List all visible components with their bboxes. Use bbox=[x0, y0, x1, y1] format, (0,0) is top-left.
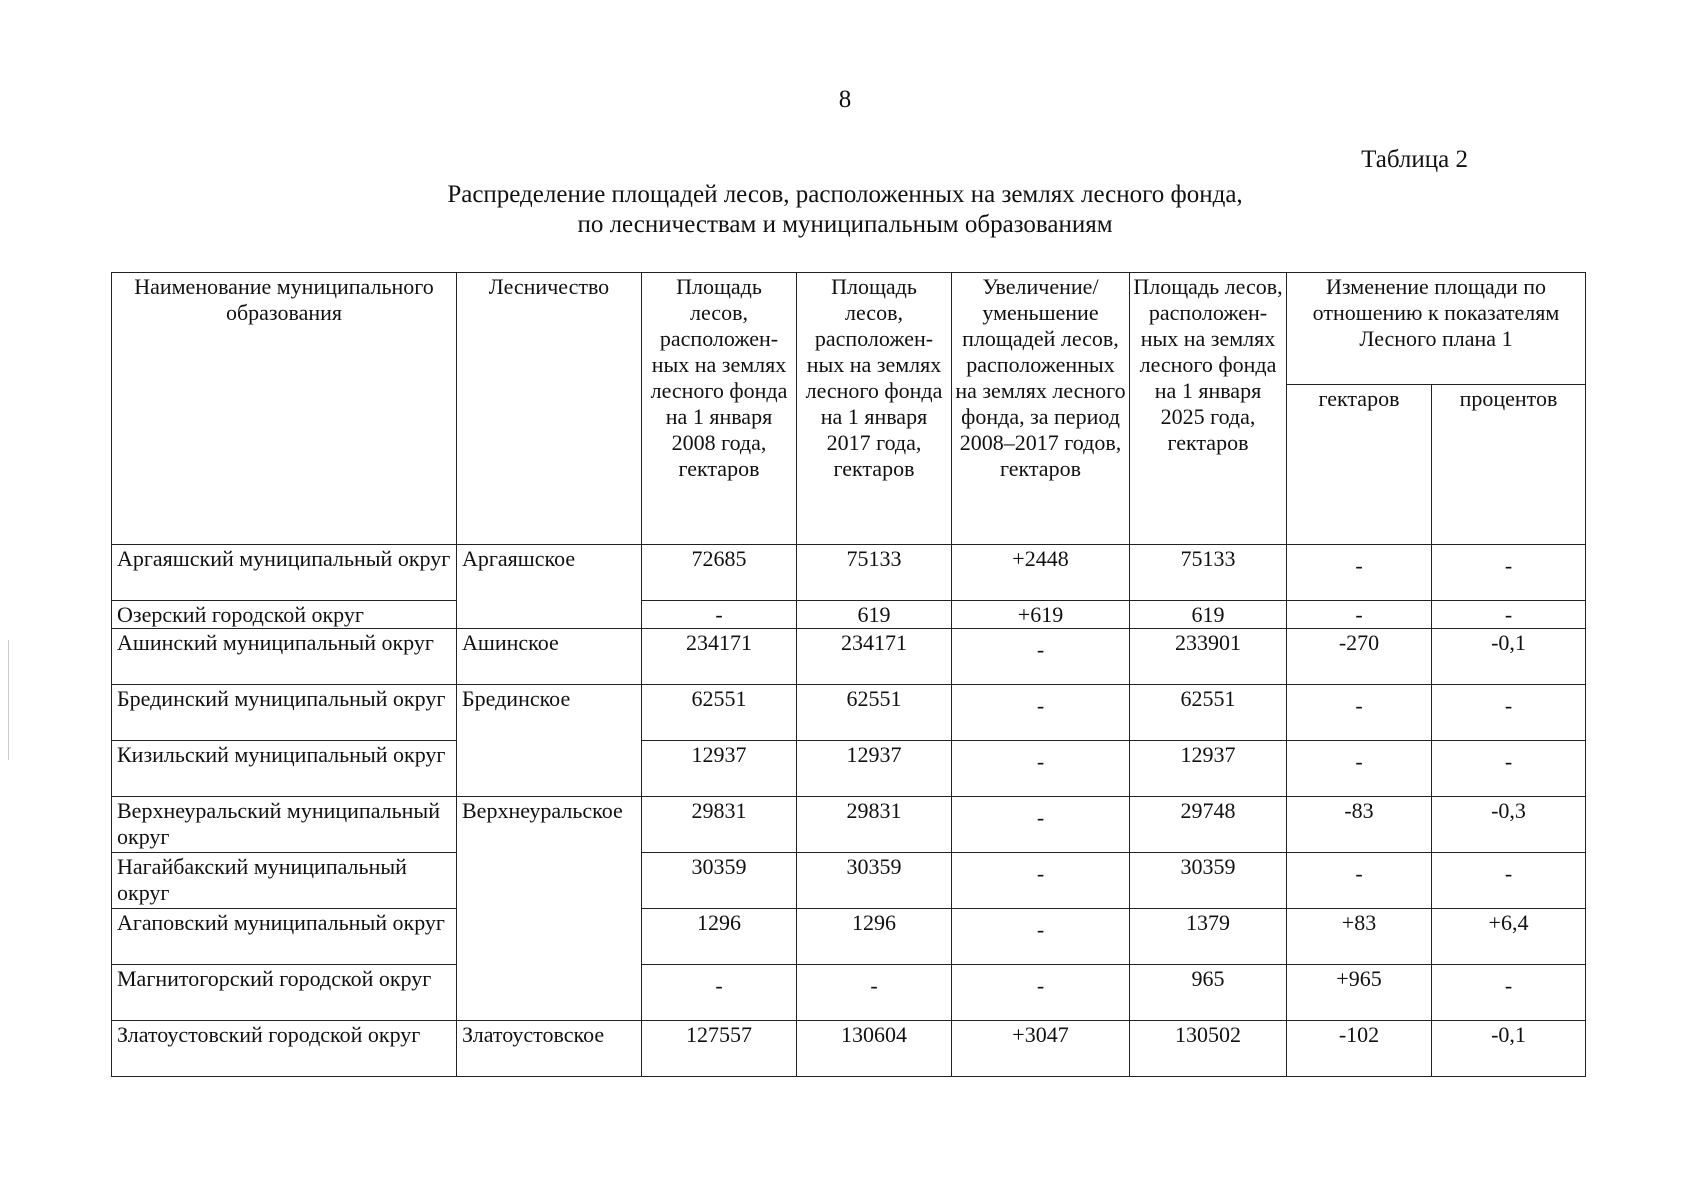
area-2025-cell: 619 bbox=[1130, 601, 1287, 629]
area-2017-cell: - bbox=[797, 965, 952, 1021]
percent-cell: - bbox=[1432, 965, 1586, 1021]
table-row bbox=[112, 741, 1586, 797]
change-cell: - bbox=[952, 629, 1130, 685]
hectares-cell: - bbox=[1287, 545, 1432, 601]
change-cell: - bbox=[952, 853, 1130, 909]
municipality-cell: Аргаяшский муниципальный округ bbox=[112, 545, 457, 601]
header-percent: процентов bbox=[1432, 385, 1586, 545]
area-2025-cell: 130502 bbox=[1130, 1021, 1287, 1077]
hectares-cell: +83 bbox=[1287, 909, 1432, 965]
table-row bbox=[112, 545, 1586, 601]
area-2025-cell: 12937 bbox=[1130, 741, 1287, 797]
hectares-cell: +965 bbox=[1287, 965, 1432, 1021]
table-row bbox=[112, 909, 1586, 965]
area-2025-cell: 75133 bbox=[1130, 545, 1287, 601]
municipality-cell: Озерский городской округ bbox=[112, 601, 457, 629]
area-2025-cell: 965 bbox=[1130, 965, 1287, 1021]
table-title-line-1: Распределение площадей лесов, расположенных на землях лесного фонда, bbox=[447, 181, 1243, 208]
table-title bbox=[0, 180, 1690, 240]
municipality-cell: Кизильский муниципальный округ bbox=[112, 741, 457, 797]
change-cell: - bbox=[952, 741, 1130, 797]
percent-cell: - bbox=[1432, 853, 1586, 909]
area-2017-cell: 62551 bbox=[797, 685, 952, 741]
percent-cell: -0,1 bbox=[1432, 629, 1586, 685]
header-municipality: Наименование муниципального образования bbox=[112, 273, 457, 545]
table-row bbox=[112, 629, 1586, 685]
header-change-2008-2017: Увеличение/ уменьшение площадей лесов, расположенных на землях лесного фонда, за период 2008–2017 годов, гектаров bbox=[952, 273, 1130, 545]
area-2008-cell: 1296 bbox=[642, 909, 797, 965]
percent-cell: -0,3 bbox=[1432, 797, 1586, 853]
area-2025-cell: 233901 bbox=[1130, 629, 1287, 685]
table-row bbox=[112, 1021, 1586, 1077]
change-cell: +619 bbox=[952, 601, 1130, 629]
change-cell: +3047 bbox=[952, 1021, 1130, 1077]
forestry-cell: Аргаяшское bbox=[457, 545, 642, 629]
area-2008-cell: 234171 bbox=[642, 629, 797, 685]
header-hectares: гектаров bbox=[1287, 385, 1432, 545]
change-cell: - bbox=[952, 797, 1130, 853]
percent-cell: - bbox=[1432, 545, 1586, 601]
municipality-cell: Ашинский муниципальный округ bbox=[112, 629, 457, 685]
hectares-cell: -102 bbox=[1287, 1021, 1432, 1077]
scan-edge-mark bbox=[8, 640, 9, 760]
area-2017-cell: 1296 bbox=[797, 909, 952, 965]
table-row bbox=[112, 797, 1586, 853]
forest-area-table bbox=[111, 272, 1586, 1077]
table-row bbox=[112, 601, 1586, 629]
area-2017-cell: 234171 bbox=[797, 629, 952, 685]
table-row bbox=[112, 685, 1586, 741]
header-area-2008: Площадь лесов, расположен-ных на землях лесного фонда на 1 января 2008 года, гектаров bbox=[642, 273, 797, 545]
area-2017-cell: 619 bbox=[797, 601, 952, 629]
header-area-2017: Площадь лесов, расположен-ных на землях лесного фонда на 1 января 2017 года, гектаров bbox=[797, 273, 952, 545]
area-2025-cell: 29748 bbox=[1130, 797, 1287, 853]
area-2017-cell: 130604 bbox=[797, 1021, 952, 1077]
header-change-group: Изменение площади по отношению к показателям Лесного плана 1 bbox=[1287, 273, 1586, 385]
table-caption: Таблица 2 bbox=[1361, 146, 1468, 173]
percent-cell: -0,1 bbox=[1432, 1021, 1586, 1077]
area-2008-cell: - bbox=[642, 965, 797, 1021]
municipality-cell: Верхнеуральский муниципальный округ bbox=[112, 797, 457, 853]
table-title-line-2: по лесничествам и муниципальным образованиям bbox=[577, 211, 1113, 238]
area-2008-cell: 12937 bbox=[642, 741, 797, 797]
municipality-cell: Брединский муниципальный округ bbox=[112, 685, 457, 741]
area-2008-cell: 29831 bbox=[642, 797, 797, 853]
municipality-cell: Магнитогорский городской округ bbox=[112, 965, 457, 1021]
hectares-cell: - bbox=[1287, 741, 1432, 797]
hectares-cell: - bbox=[1287, 685, 1432, 741]
forestry-cell: Ашинское bbox=[457, 629, 642, 685]
header-forestry: Лесничество bbox=[457, 273, 642, 545]
header-area-2025: Площадь лесов, расположен-ных на землях лесного фонда на 1 января 2025 года, гектаров bbox=[1130, 273, 1287, 545]
change-cell: - bbox=[952, 685, 1130, 741]
change-cell: - bbox=[952, 965, 1130, 1021]
area-2017-cell: 75133 bbox=[797, 545, 952, 601]
area-2017-cell: 30359 bbox=[797, 853, 952, 909]
area-2008-cell: 72685 bbox=[642, 545, 797, 601]
area-2008-cell: - bbox=[642, 601, 797, 629]
area-2017-cell: 12937 bbox=[797, 741, 952, 797]
hectares-cell: - bbox=[1287, 601, 1432, 629]
hectares-cell: -270 bbox=[1287, 629, 1432, 685]
change-cell: +2448 bbox=[952, 545, 1130, 601]
percent-cell: - bbox=[1432, 601, 1586, 629]
hectares-cell: - bbox=[1287, 853, 1432, 909]
area-2025-cell: 30359 bbox=[1130, 853, 1287, 909]
area-2008-cell: 127557 bbox=[642, 1021, 797, 1077]
municipality-cell: Агаповский муниципальный округ bbox=[112, 909, 457, 965]
percent-cell: - bbox=[1432, 685, 1586, 741]
page-number: 8 bbox=[838, 86, 852, 113]
area-2025-cell: 62551 bbox=[1130, 685, 1287, 741]
municipality-cell: Златоустовский городской округ bbox=[112, 1021, 457, 1077]
percent-cell: +6,4 bbox=[1432, 909, 1586, 965]
area-2017-cell: 29831 bbox=[797, 797, 952, 853]
table-row bbox=[112, 853, 1586, 909]
municipality-cell: Нагайбакский муниципальный округ bbox=[112, 853, 457, 909]
hectares-cell: -83 bbox=[1287, 797, 1432, 853]
forestry-cell: Брединское bbox=[457, 685, 642, 797]
forestry-cell: Верхнеуральское bbox=[457, 797, 642, 1021]
area-2008-cell: 62551 bbox=[642, 685, 797, 741]
change-cell: - bbox=[952, 909, 1130, 965]
percent-cell: - bbox=[1432, 741, 1586, 797]
table-row bbox=[112, 965, 1586, 1021]
forestry-cell: Златоустовское bbox=[457, 1021, 642, 1077]
area-2025-cell: 1379 bbox=[1130, 909, 1287, 965]
area-2008-cell: 30359 bbox=[642, 853, 797, 909]
